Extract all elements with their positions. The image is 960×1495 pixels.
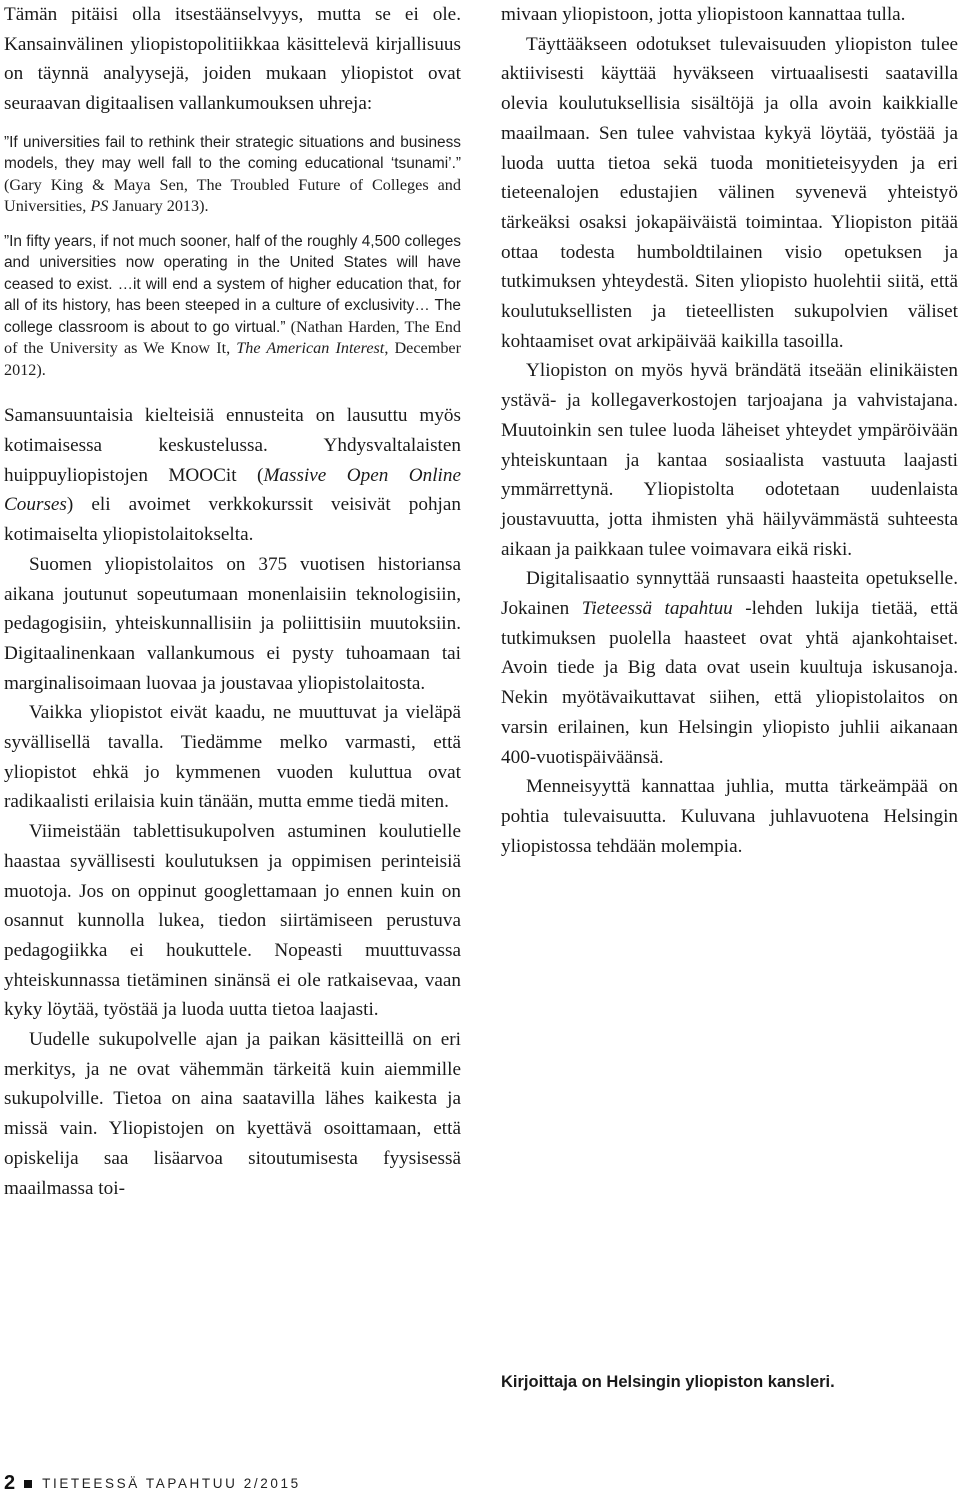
quote-text: ”In fifty years, if not much sooner, half of the roughly 4,500 colleges and universities now operating in the United States will have ceased to exist. …it will end a system of higher education that, for all of its history, has been steeped in a culture of exclusivity… The college classroom is about to go virtual.”	[4, 232, 461, 336]
author-note: Kirjoittaja on Helsingin yliopiston kansleri.	[501, 1373, 835, 1391]
square-icon	[24, 1480, 32, 1488]
body-paragraph: Viimeistään tablettisukupolven astuminen koulutielle haastaa syvällisesti koulutuksen ja oppimisen perinteisiä muotoja. Jos on oppinut googlettamaan jo ennen kuin on osannut kunnolla lukea, tiedon siirtämiseen perustuva pedagogiikka ei houkuttele. Nopeasti muuttuvassa yhteiskunnassa tietäminen sinänsä ei ole ratkaisevaa, vaan kyky löytää, työstää ja luoda uutta tietoa laajasti.	[4, 821, 461, 1021]
body-paragraph: Täyttääkseen odotukset tulevaisuuden yliopiston tulee aktiivisesti käyttää hyväkseen virtuaalisesti saatavilla olevia koulutuksellisia sisältöjä ja olla avoin kaikkialle maailmaan. Sen tulee vahvistaa kykyä löytää, työstää ja luoda uutta tietoa sekä tuoda monitieteisyyden ja eri tieteenalojen edustajien välinen syvenevä yhteistyö tärkeäksi osaksi jokapäiväistä toimintaa. Yliopiston pitää ottaa todesta humboldtilainen visio opetuksen ja tutkimuksen yhteydestä. Siten yliopisto huolehtii siitä, että koulutuksellisten ja tieteellisten sukupolvien väliset kohtaamiset ovat arkipäivää kaikilla tasoilla.	[501, 33, 958, 352]
page-footer	[4, 1472, 301, 1495]
quote-citation: (Nathan Harden, The End of the University as We Know It, The American Interest, December 2012).	[4, 317, 461, 379]
body-paragraph: Menneisyyttä kannattaa juhlia, mutta tärkeämpää on pohtia tulevaisuutta. Kuluvana juhlavuotena Helsingin yliopistossa tehdään molempia.	[501, 776, 958, 857]
quote-king-sen	[4, 132, 461, 218]
body-paragraph: Suomen yliopistolaitos on 375 vuotisen historiansa aikana joutunut sopeutumaan monenlaisiin teknologisiin, pedagogisiin, yhteiskunnallisiin ja poliittisiin muutoksiin. Digitaalinenkaan vallankumous ei pysty tuhoamaan tai marginalisoimaan luovaa ja joustavaa yliopistolaitosta.	[4, 553, 461, 694]
intro-paragraph: Tämän pitäisi olla itsestäänselvyys, mutta se ei ole. Kansainvälinen yliopistopolitiikkaa käsittelevä kirjallisuus on täynnä analyysejä, joiden mukaan yliopistot ovat seuraavan digitaalisen vallankumouksen uhreja:	[4, 4, 461, 115]
body-paragraph: Yliopiston on myös hyvä brändätä itseään elinikäisten ystävä- ja kollegaverkostojen tarjoajana ja vahvistajana. Muutoinkin sen tulee luoda läheiset yhteydet ympäröivään yhteiskuntaan ja kantaa sosiaalista vastuuta laajasti ymmärrettynä. Yliopistolta odotetaan uudenlaista joustavuutta, jotta ihmisten yhä häilyvämmästä suhteesta aikaan ja paikkaan tulee voimavara eikä riski.	[501, 360, 958, 560]
quote-text: ”If universities fail to rethink their strategic situations and business models, they may well fall to the coming educational ‘tsunami’.”	[4, 133, 461, 173]
body-paragraph: Uudelle sukupolvelle ajan ja paikan käsitteillä on eri merkitys, ja ne ovat vähemmän tärkeitä kuin aiemmille sukupolville. Tietoa on aina saatavilla lähes kaikesta ja missä vain. Yliopistojen on kyettävä osoittamaan, että opiskelija saa lisäarvoa sitoutumisesta fyysisessä maailmassa toi-	[4, 1029, 461, 1199]
body-paragraph: Digitalisaatio synnyttää runsaasti haasteita opetukselle. Jokainen Tieteessä tapahtuu -lehden lukija tietää, että tutkimuksen puolella haasteet ovat yhtä ajankohtaiset. Avoin tiede ja Big data ovat usein kuultuja iskusanoja. Nekin myötävaikuttavat siihen, että yliopistolaitos on varsin erilainen, kun Helsingin yliopisto juhlii aikanaan 400-vuotispäiväänsä.	[501, 568, 959, 768]
journal-name: TIETEESSÄ TAPAHTUU 2/2015	[42, 1476, 301, 1491]
page-number: 2	[4, 1472, 16, 1494]
left-column	[4, 0, 461, 1203]
right-column	[501, 0, 958, 861]
quote-harden	[4, 231, 461, 382]
quote-citation: (Gary King & Maya Sen, The Troubled Future of Colleges and Universities, PS January 2013).	[4, 175, 461, 216]
body-paragraph: mivaan yliopistoon, jotta yliopistoon kannattaa tulla.	[501, 4, 906, 25]
body-paragraph: Vaikka yliopistot eivät kaadu, ne muuttuvat ja vieläpä syvällisellä tavalla. Tiedämme melko varmasti, että yliopistot ehkä jo kymmenen vuoden kuluttua ovat radikaalisti erilaisia kuin tänään, mutta emme tiedä miten.	[4, 702, 461, 813]
body-paragraph: Samansuuntaisia kielteisiä ennusteita on lausuttu myös kotimaisessa keskustelussa. Yhdysvaltalaisten huippuyliopistojen MOOCit (Massive Open Online Courses) eli avoimet verkkokurssit veisivät pohjan kotimaiselta yliopistolaitokselta.	[4, 405, 461, 546]
